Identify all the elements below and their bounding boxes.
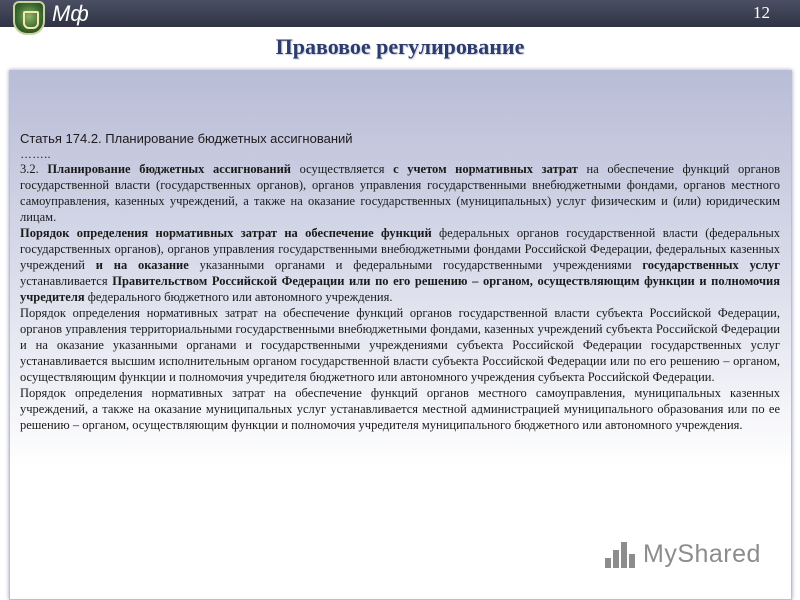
article-text [20, 131, 780, 433]
content-panel [9, 70, 792, 600]
paragraph-4: Порядок определения нормативных затрат на обеспечение функций органов местного самоуправления, муниципальных казенных учреждений, а также на оказание муниципальных услуг устанавливается местной администрацией муниципального образования или по ее решению – органом, осуществляющим функции и полномочия учредителя муниципального бюджетного или автономного учреждения. [20, 386, 780, 432]
p1-bold-d: с учетом нормативных затрат [393, 162, 578, 176]
page-number: 12 [753, 3, 770, 22]
p2-text-f: устанавливается [20, 274, 113, 288]
p2-text-d: указанными органами и федеральными государственными учреждениями [188, 258, 643, 272]
p1-text-e: на обеспечение функций органов государственной власти (государственных органов), органов управления государственными внебюджетными фондами, органов местного самоуправления, казенных учреждений, а также на оказание государственных (муниципальных) услуг физическим и (или) юридическим лицам. [20, 162, 780, 224]
p2-bold-e: государственных услуг [642, 258, 780, 272]
ellipsis: …….. [20, 147, 51, 161]
p2-text-b: федеральных органов государственной власти (федеральных государственных органов), органов управления государственными внебюджетными фондами Российской Федерации, федеральных казенных учреждений [20, 226, 781, 272]
paragraph-3: Порядок определения нормативных затрат на обеспечение функций органов государственной власти субъекта Российской Федерации, органов управления территориальными государственными внебюджетными фондами, казенных учреждений субъекта Российской Федерации и на оказание указанными органами и государственными учреждениями субъекта Российской Федерации государственных услуг устанавливается высшим исполнительным органом государственной власти субъекта Российской Федерации или по его решению – органом, осуществляющим функции и полномочия учредителя бюджетного или автономного учреждения субъекта Российской Федерации. [20, 306, 780, 384]
paragraph-1 [20, 161, 780, 225]
p2-text-h: федерального бюджетного или автономного учреждения. [84, 290, 393, 304]
myshared-watermark [605, 536, 765, 572]
ministry-emblem-icon [13, 1, 45, 35]
top-bar [0, 0, 800, 27]
p1-text-a: 3.2. [20, 162, 48, 176]
bar-chart-icon [605, 540, 635, 568]
p1-text-c: осуществляется [290, 162, 394, 176]
slide-title: Правовое регулирование [275, 34, 525, 59]
logo-text: Мф [52, 1, 89, 26]
p2-bold-c: и на оказание [95, 258, 189, 272]
p2-bold-a: Порядок определения нормативных затрат на обеспечение функций [20, 226, 432, 240]
article-heading: Статья 174.2. Планирование бюджетных ассигнований [20, 131, 353, 146]
paragraph-2 [20, 225, 780, 305]
p1-bold-b: Планирование бюджетных ассигнований [47, 162, 291, 176]
p2-bold-g: Правительством Российской Федерации или по его решению – органом, осуществляющим функции и полномочия учредителя [20, 274, 780, 304]
watermark-text: MyShared [643, 540, 761, 568]
